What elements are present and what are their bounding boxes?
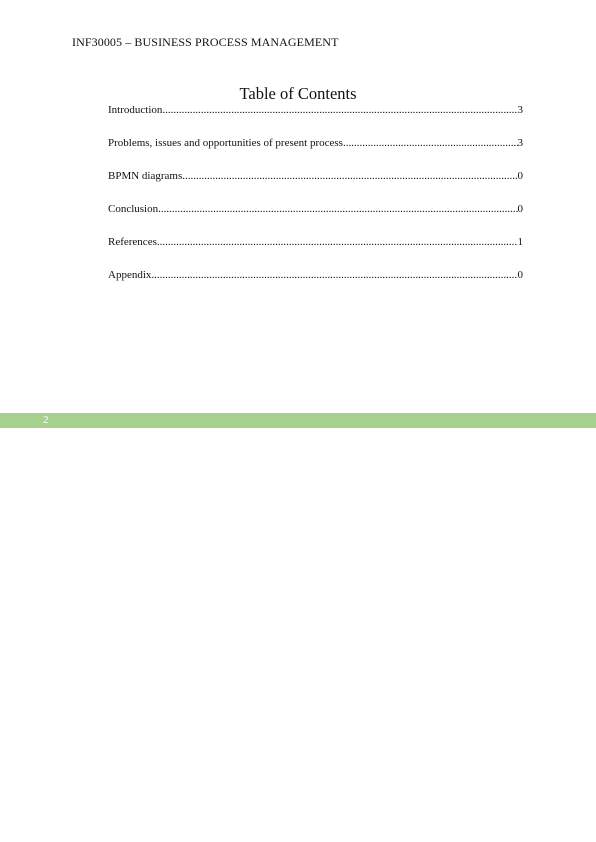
footer-band: [0, 413, 596, 428]
toc-entry-label: BPMN diagrams: [108, 170, 183, 182]
toc-entry-label: Conclusion: [108, 203, 159, 215]
toc-dot-leader: [158, 203, 517, 215]
toc-entry-conclusion[interactable]: [108, 203, 523, 219]
toc-entry-introduction[interactable]: [108, 104, 523, 120]
toc-entry-page: 0: [517, 203, 523, 215]
toc-title: Table of Contents: [239, 84, 357, 103]
page-number: 2: [43, 414, 49, 426]
toc-entry-page: 3: [517, 104, 523, 116]
toc-entry-references[interactable]: [108, 236, 523, 252]
toc-entry-label: References: [108, 236, 157, 248]
toc-dot-leader: [157, 236, 518, 248]
toc-dot-leader: [343, 137, 518, 149]
toc-entry-bpmn-diagrams[interactable]: [108, 170, 523, 186]
toc-entry-page: 0: [517, 269, 523, 281]
toc-entry-appendix[interactable]: [108, 269, 523, 285]
toc-entry-label: Problems, issues and opportunities of present process: [108, 137, 343, 149]
toc-dot-leader: [182, 170, 517, 182]
toc-dot-leader: [162, 104, 517, 116]
toc-entry-problems[interactable]: [108, 137, 523, 153]
toc-entry-page: 3: [517, 137, 523, 149]
toc-entry-page: 1: [517, 236, 523, 248]
toc-entry-page: 0: [517, 170, 523, 182]
toc-entry-label: Introduction: [108, 104, 163, 116]
toc-entry-label: Appendix: [108, 269, 152, 281]
table-of-contents: [108, 104, 523, 302]
running-header: INF30005 – BUSINESS PROCESS MANAGEMENT: [72, 35, 339, 49]
toc-dot-leader: [151, 269, 517, 281]
